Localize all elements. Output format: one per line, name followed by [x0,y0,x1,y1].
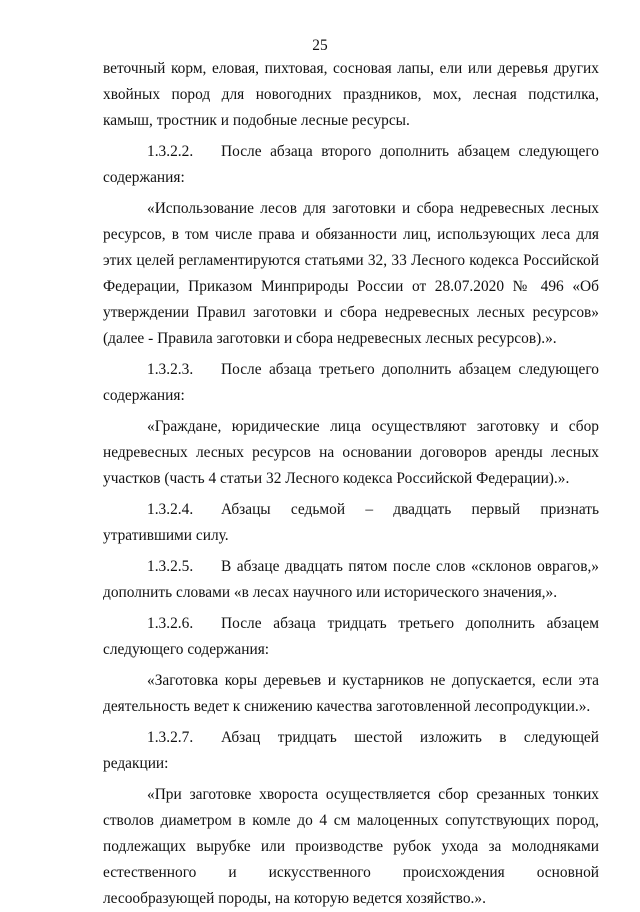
clause-1-3-2-3 [103,357,599,409]
clause-number: 1.3.2.3. [147,361,194,378]
clause-number: 1.3.2.2. [147,143,194,160]
clause-1-3-2-5 [103,554,599,606]
clause-text: Абзац тридцать шестой изложить в следующей редакции: [103,729,599,772]
clause-number: 1.3.2.6. [147,615,194,632]
quoted-insert-2: «Граждане, юридические лица осуществляют заготовку и сбор недревесных лесных ресурсов на основании договоров аренды лесных участков (часть 4 статьи 32 Лесного кодекса Российской Федерации).». [103,418,599,487]
quoted-insert-1: «Использование лесов для заготовки и сбора недревесных лесных ресурсов, в том числе права и обязанности лиц, использующих леса для этих целей регламентируются статьями 32, 33 Лесного кодекса Российской Федерации, Приказом Минприроды России от 28.07.2020 № 496 «Об утверждении Правил заготовки и сбора недревесных лесных ресурсов» (далее - Правила заготовки и сбора недревесных лесных ресурсов).». [103,200,599,347]
clause-number: 1.3.2.4. [147,501,194,518]
clause-text: После абзаца второго дополнить абзацем следующего содержания: [103,143,599,186]
document-body [103,56,599,912]
quoted-insert-3: «Заготовка коры деревьев и кустарников не допускается, если эта деятельность ведет к снижению качества заготовленной лесопродукции.». [103,672,599,715]
clause-text: После абзаца тридцать третьего дополнить абзацем следующего содержания: [103,615,599,658]
clause-text: После абзаца третьего дополнить абзацем следующего содержания: [103,361,599,404]
clause-number: 1.3.2.5. [147,558,194,575]
paragraph-continuation: веточный корм, еловая, пихтовая, сосновая лапы, ели или деревья других хвойных пород для новогодних праздников, мох, лесная подстилка, камыш, тростник и подобные лесные ресурсы. [103,60,599,129]
clause-1-3-2-6 [103,611,599,663]
page-number: 25 [312,37,328,54]
clause-1-3-2-4 [103,497,599,549]
clause-1-3-2-7 [103,725,599,777]
clause-number: 1.3.2.7. [147,729,194,746]
quoted-insert-4: «При заготовке хвороста осуществляется сбор срезанных тонких стволов диаметром в комле до 4 см малоценных сопутствующих пород, подлежащих вырубке или производстве рубок ухода за молодняками естественного и искусственного происхождения основной лесообразующей породы, на которую ведется хозяйство.». [103,786,599,907]
clause-text: В абзаце двадцать пятом после слов «склонов оврагов,» дополнить словами «в лесах научного или исторического значения,». [103,558,599,601]
clause-1-3-2-2 [103,139,599,191]
clause-text: Абзацы седьмой – двадцать первый признать утратившими силу. [103,501,599,544]
